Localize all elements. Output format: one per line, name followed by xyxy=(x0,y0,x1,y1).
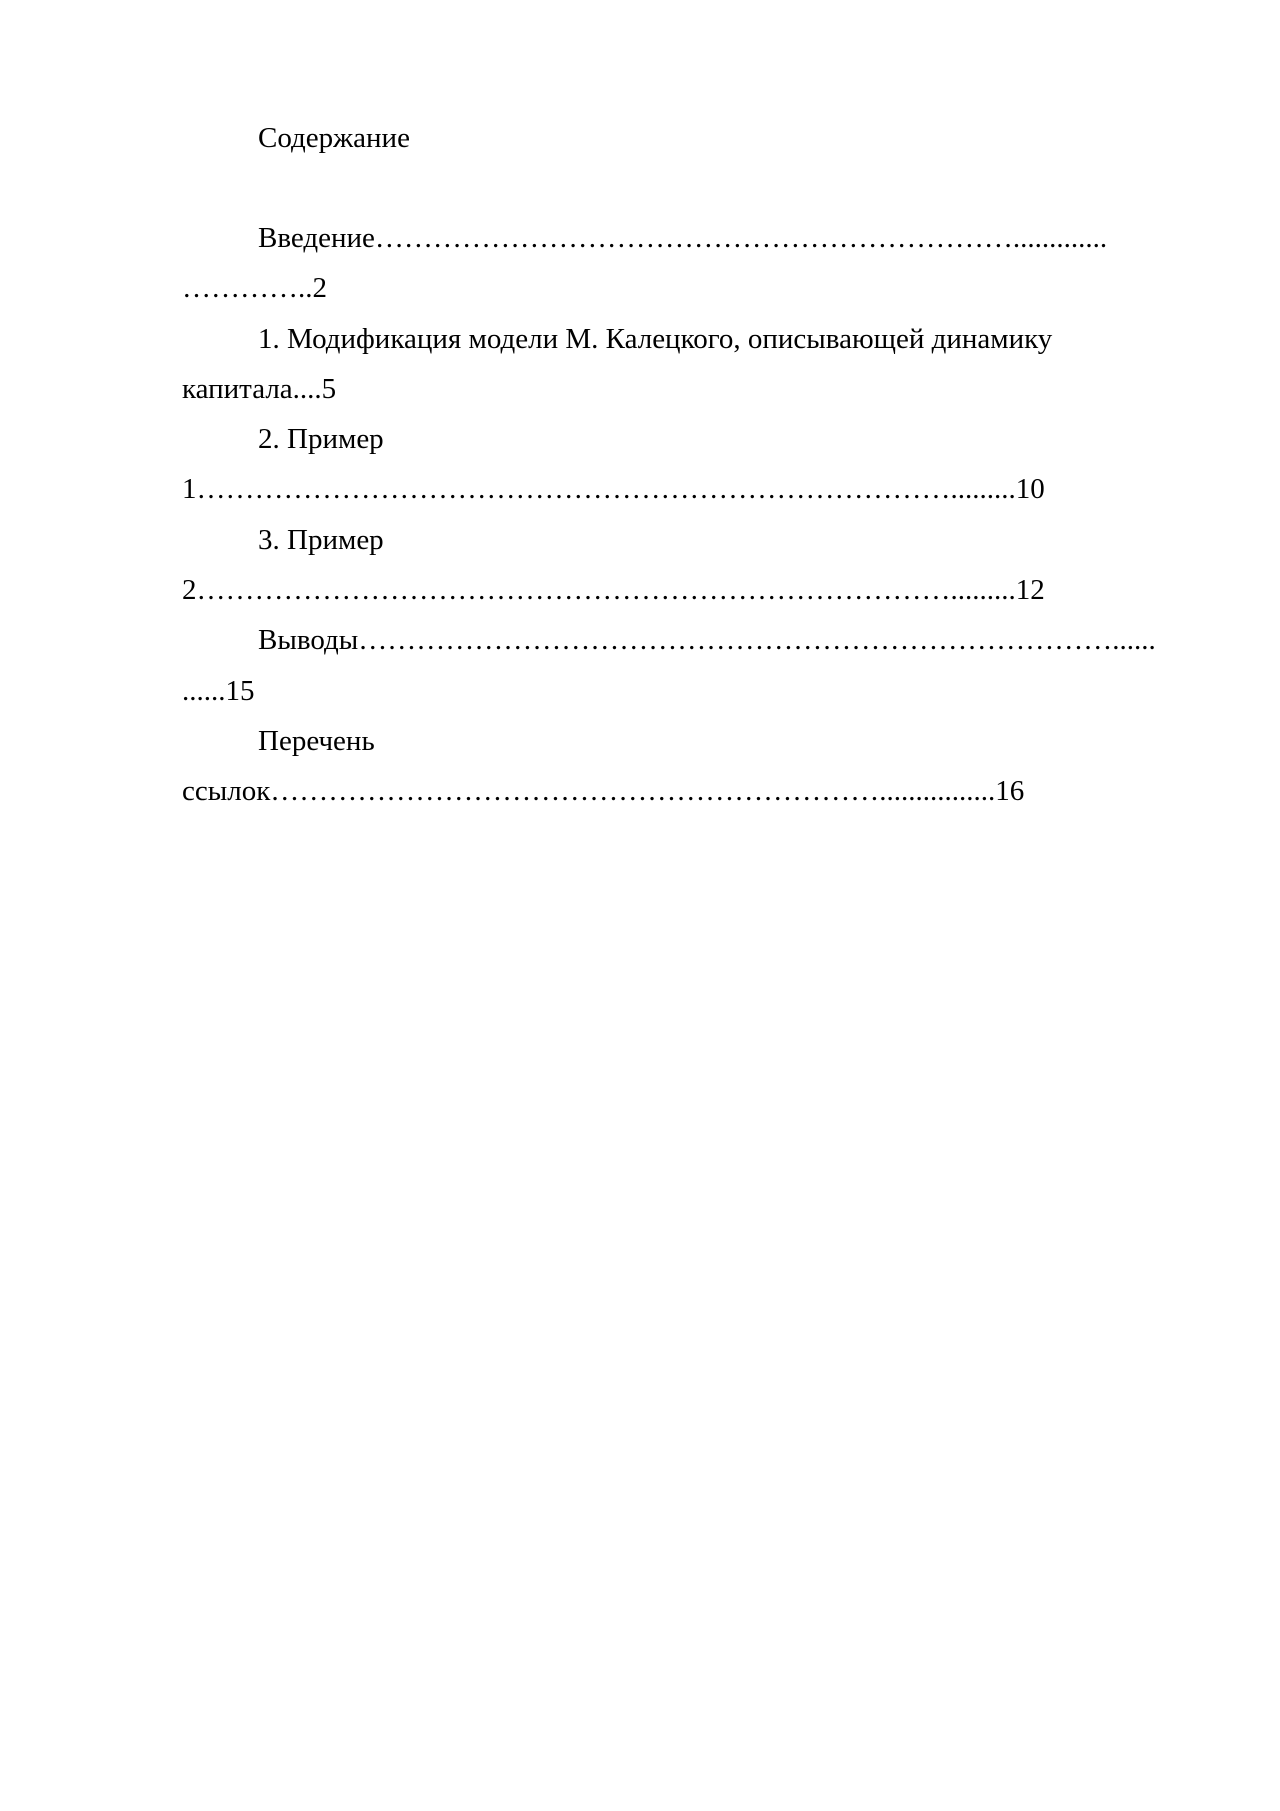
toc-entry-intro: Введение…………………………………………………………............. xyxy=(258,222,1108,254)
toc-entry-section-3-continuation: 2…………………………………………………………………….........12 xyxy=(182,574,1045,606)
toc-entry-section-2: 2. Пример xyxy=(258,423,384,455)
toc-entry-references-continuation: ссылок………………………………………………………................16 xyxy=(182,775,1025,807)
toc-entry-intro-continuation: …………..2 xyxy=(182,272,327,304)
toc-entry-section-1-continuation: капитала....5 xyxy=(182,373,337,405)
page-title: Содержание xyxy=(258,122,410,154)
toc-entry-section-3: 3. Пример xyxy=(258,524,384,556)
toc-entry-section-2-continuation: 1…………………………………………………………………….........10 xyxy=(182,473,1045,505)
toc-entry-conclusions: Выводы……………………………………………………………………...... xyxy=(258,624,1156,656)
toc-entry-references: Перечень xyxy=(258,725,375,757)
toc-entry-section-1: 1. Модификация модели М. Калецкого, описывающей динамику xyxy=(258,323,1053,355)
toc-entry-conclusions-continuation: ......15 xyxy=(182,675,255,707)
